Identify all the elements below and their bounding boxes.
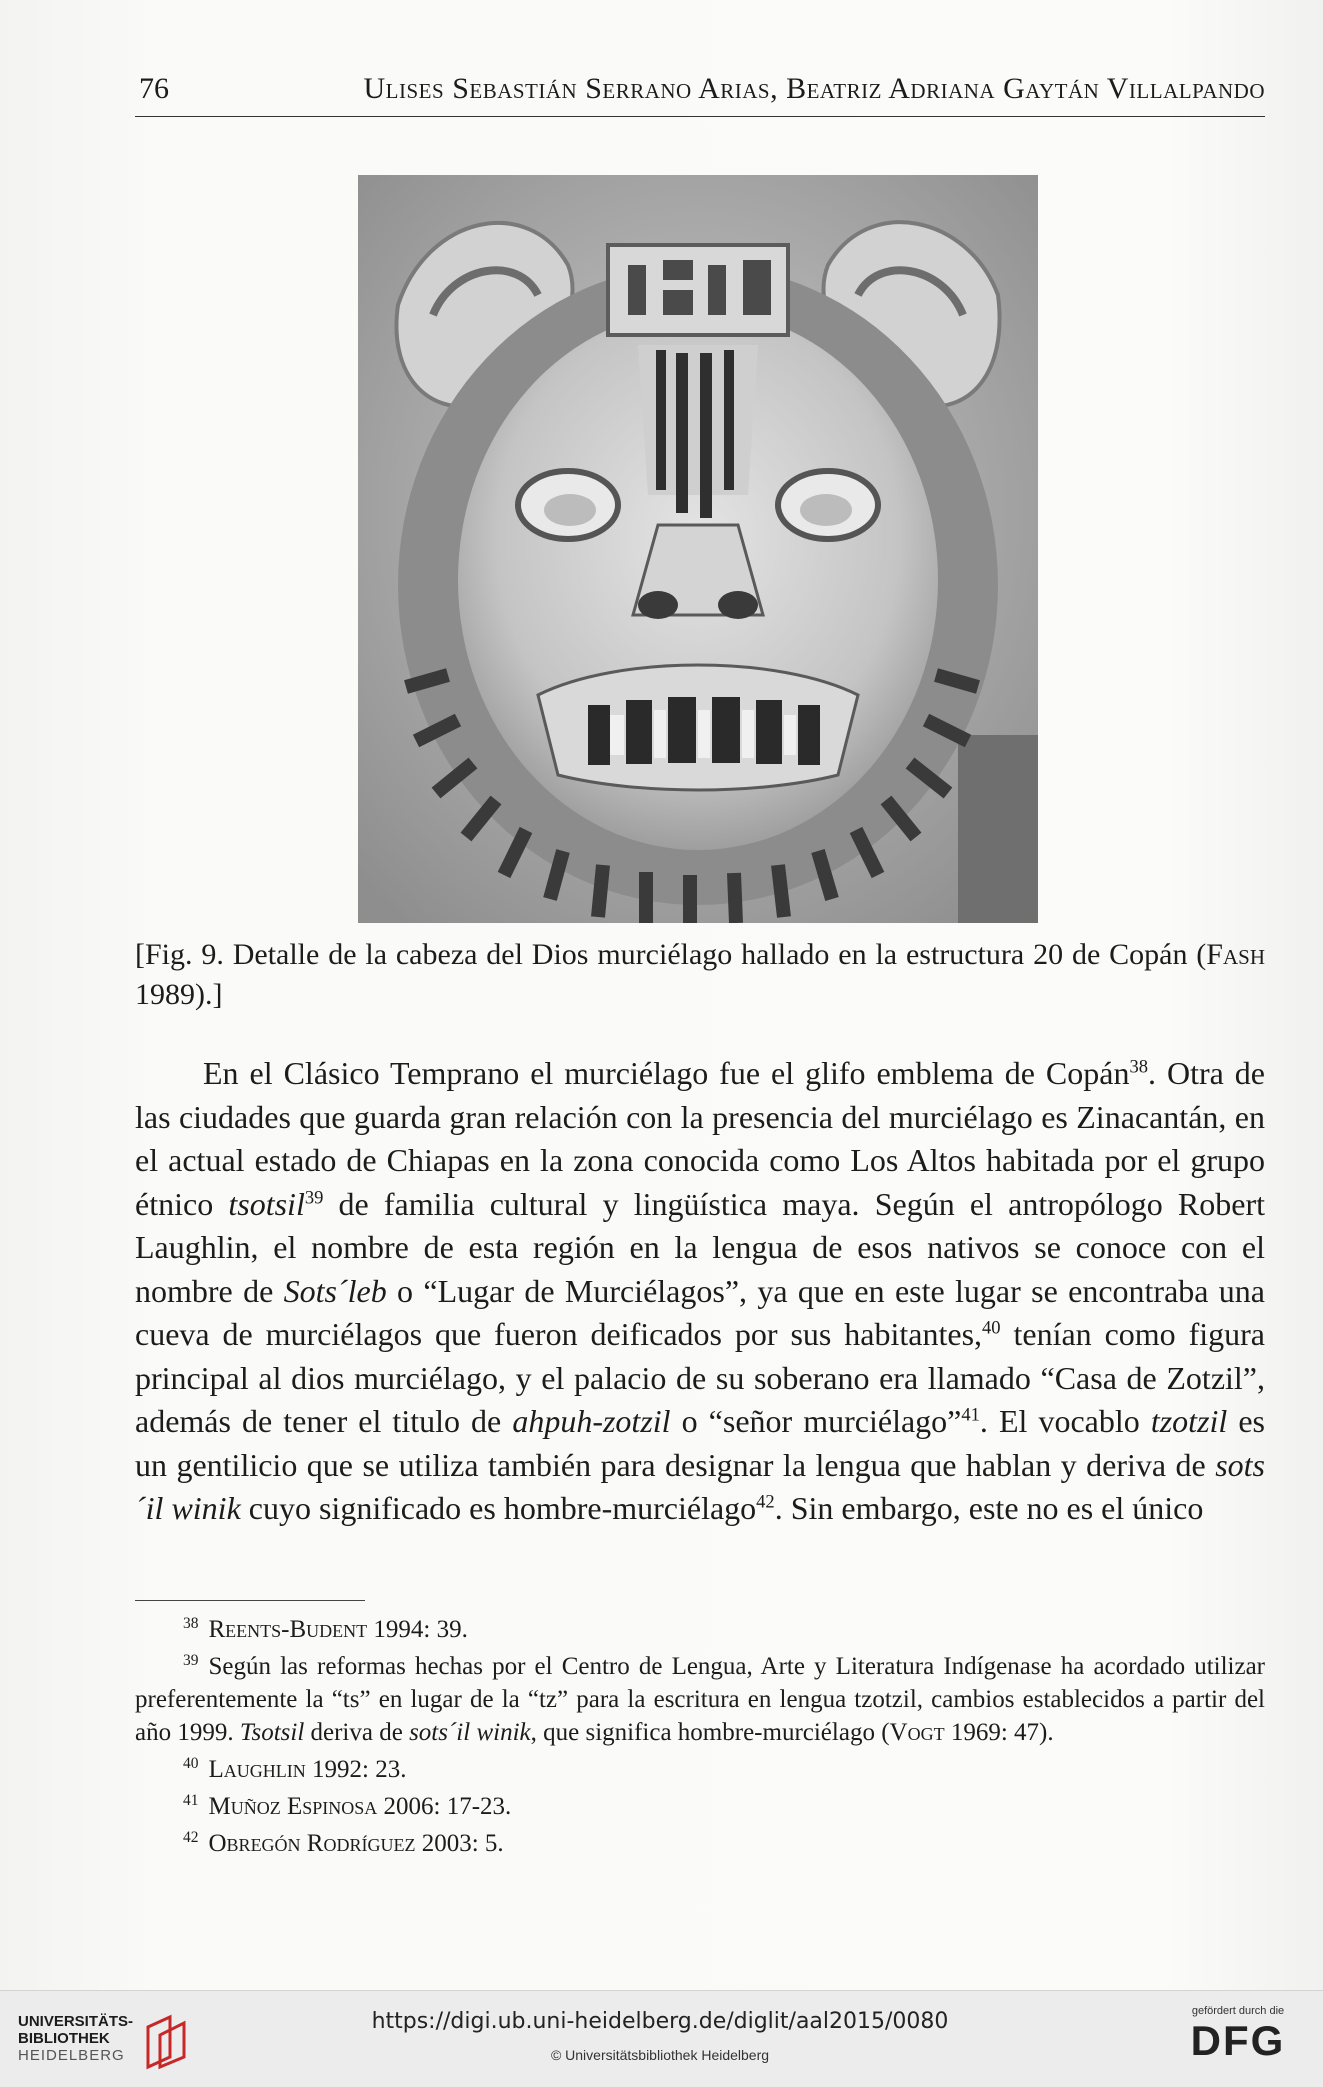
footnote-38: $^{38}$ Reents-Budent 1994: 39. xyxy=(183,1614,468,1643)
footnote-42: $^{42}$ Obregón Rodríguez 2003: 5. xyxy=(183,1828,504,1857)
footnote-divider xyxy=(135,1600,365,1601)
footnotes xyxy=(135,1613,1265,1864)
permalink-url[interactable]: https://digi.ub.uni-heidelberg.de/diglit/aal2015/0080 xyxy=(371,2009,949,2034)
bat-god-sculpture-image xyxy=(358,175,1038,923)
body-paragraph: En el Clásico Temprano el murciélago fue el glifo emblema de Copán$^{38}$. Otra de las ciudades que guarda gran relación con la presencia del murciélago es Zinacantán, en el actual estado de Chiapas en la zona conocida como Los Altos habitada por el grupo étnico tsotsil$^{39}$ de familia cultural y lingüística maya. Según el antropólogo Robert Laughlin, el nombre de esta región en la lengua de esos nativos se conoce con el nombre de Sots´leb o “Lugar de Murciélagos”, ya que en este lugar se encontraba una cueva de murciélagos que fueron deificados por sus habitantes,$^{40}$ tenían como figura principal al dios murciélago, y el palacio de su soberano era llamado “Casa de Zotzil”, además de tener el titulo de ahpuh-zotzil o “señor murciélago”$^{41}$. El vocablo tzotzil es un gentilicio que se utiliza también para designar la lengua que hablan y deriva de sots´il winik cuyo significado es hombre-murciélago$^{42}$. Sin embargo, este no es el único xyxy=(135,1055,1266,1526)
caption-author: Fash xyxy=(1206,938,1265,971)
library-logo[interactable]: UNIVERSITÄTS- BIBLIOTHEK HEIDELBERG xyxy=(18,2013,198,2073)
figure-bat-god-photo xyxy=(358,175,1038,923)
digitization-footer xyxy=(0,1990,1323,2087)
copyright-notice: © Universitätsbibliothek Heidelberg xyxy=(550,2047,770,2063)
footnote-ref-41[interactable]: 41 xyxy=(961,1404,980,1426)
funder-logo[interactable]: gefördert durch die DFG xyxy=(1173,2005,1303,2065)
library-emblem-icon xyxy=(140,2013,196,2071)
footnote-41: $^{41}$ Muñoz Espinosa 2006: 17-23. xyxy=(183,1791,512,1820)
footnote-39: $^{39}$ Según las reformas hechas por el Centro de Lengua, Arte y Literatura Indígenase ha acordado utilizar preferentemente la “ts” en lugar de la “tz” para la escritura en lengua tzotzil, cambios establecidos a partir del año 1999. Tsotsil deriva de sots´il winik, que significa hombre-murciélago (Vogt 1969: 47). xyxy=(135,1651,1265,1746)
footnote-ref-40[interactable]: 40 xyxy=(982,1317,1001,1339)
running-head-authors: Ulises Sebastián Serrano Arias, Beatriz Adriana Gaytán Villalpando xyxy=(363,72,1265,105)
running-header xyxy=(135,70,1265,117)
footnote-ref-38[interactable]: 38 xyxy=(1129,1056,1148,1078)
footnote-40: $^{40}$ Laughlin 1992: 23. xyxy=(183,1754,407,1783)
footnote-ref-42[interactable]: 42 xyxy=(756,1491,775,1513)
dfg-logo: DFG xyxy=(1190,2017,1286,2064)
figure-caption: [Fig. 9. Detalle de la cabeza del Dios murciélago hallado en la estructura 20 de Copán (Fash 1989).] xyxy=(135,938,1265,1011)
footnote-ref-39[interactable]: 39 xyxy=(304,1186,324,1208)
page-number: 76 xyxy=(139,72,169,105)
